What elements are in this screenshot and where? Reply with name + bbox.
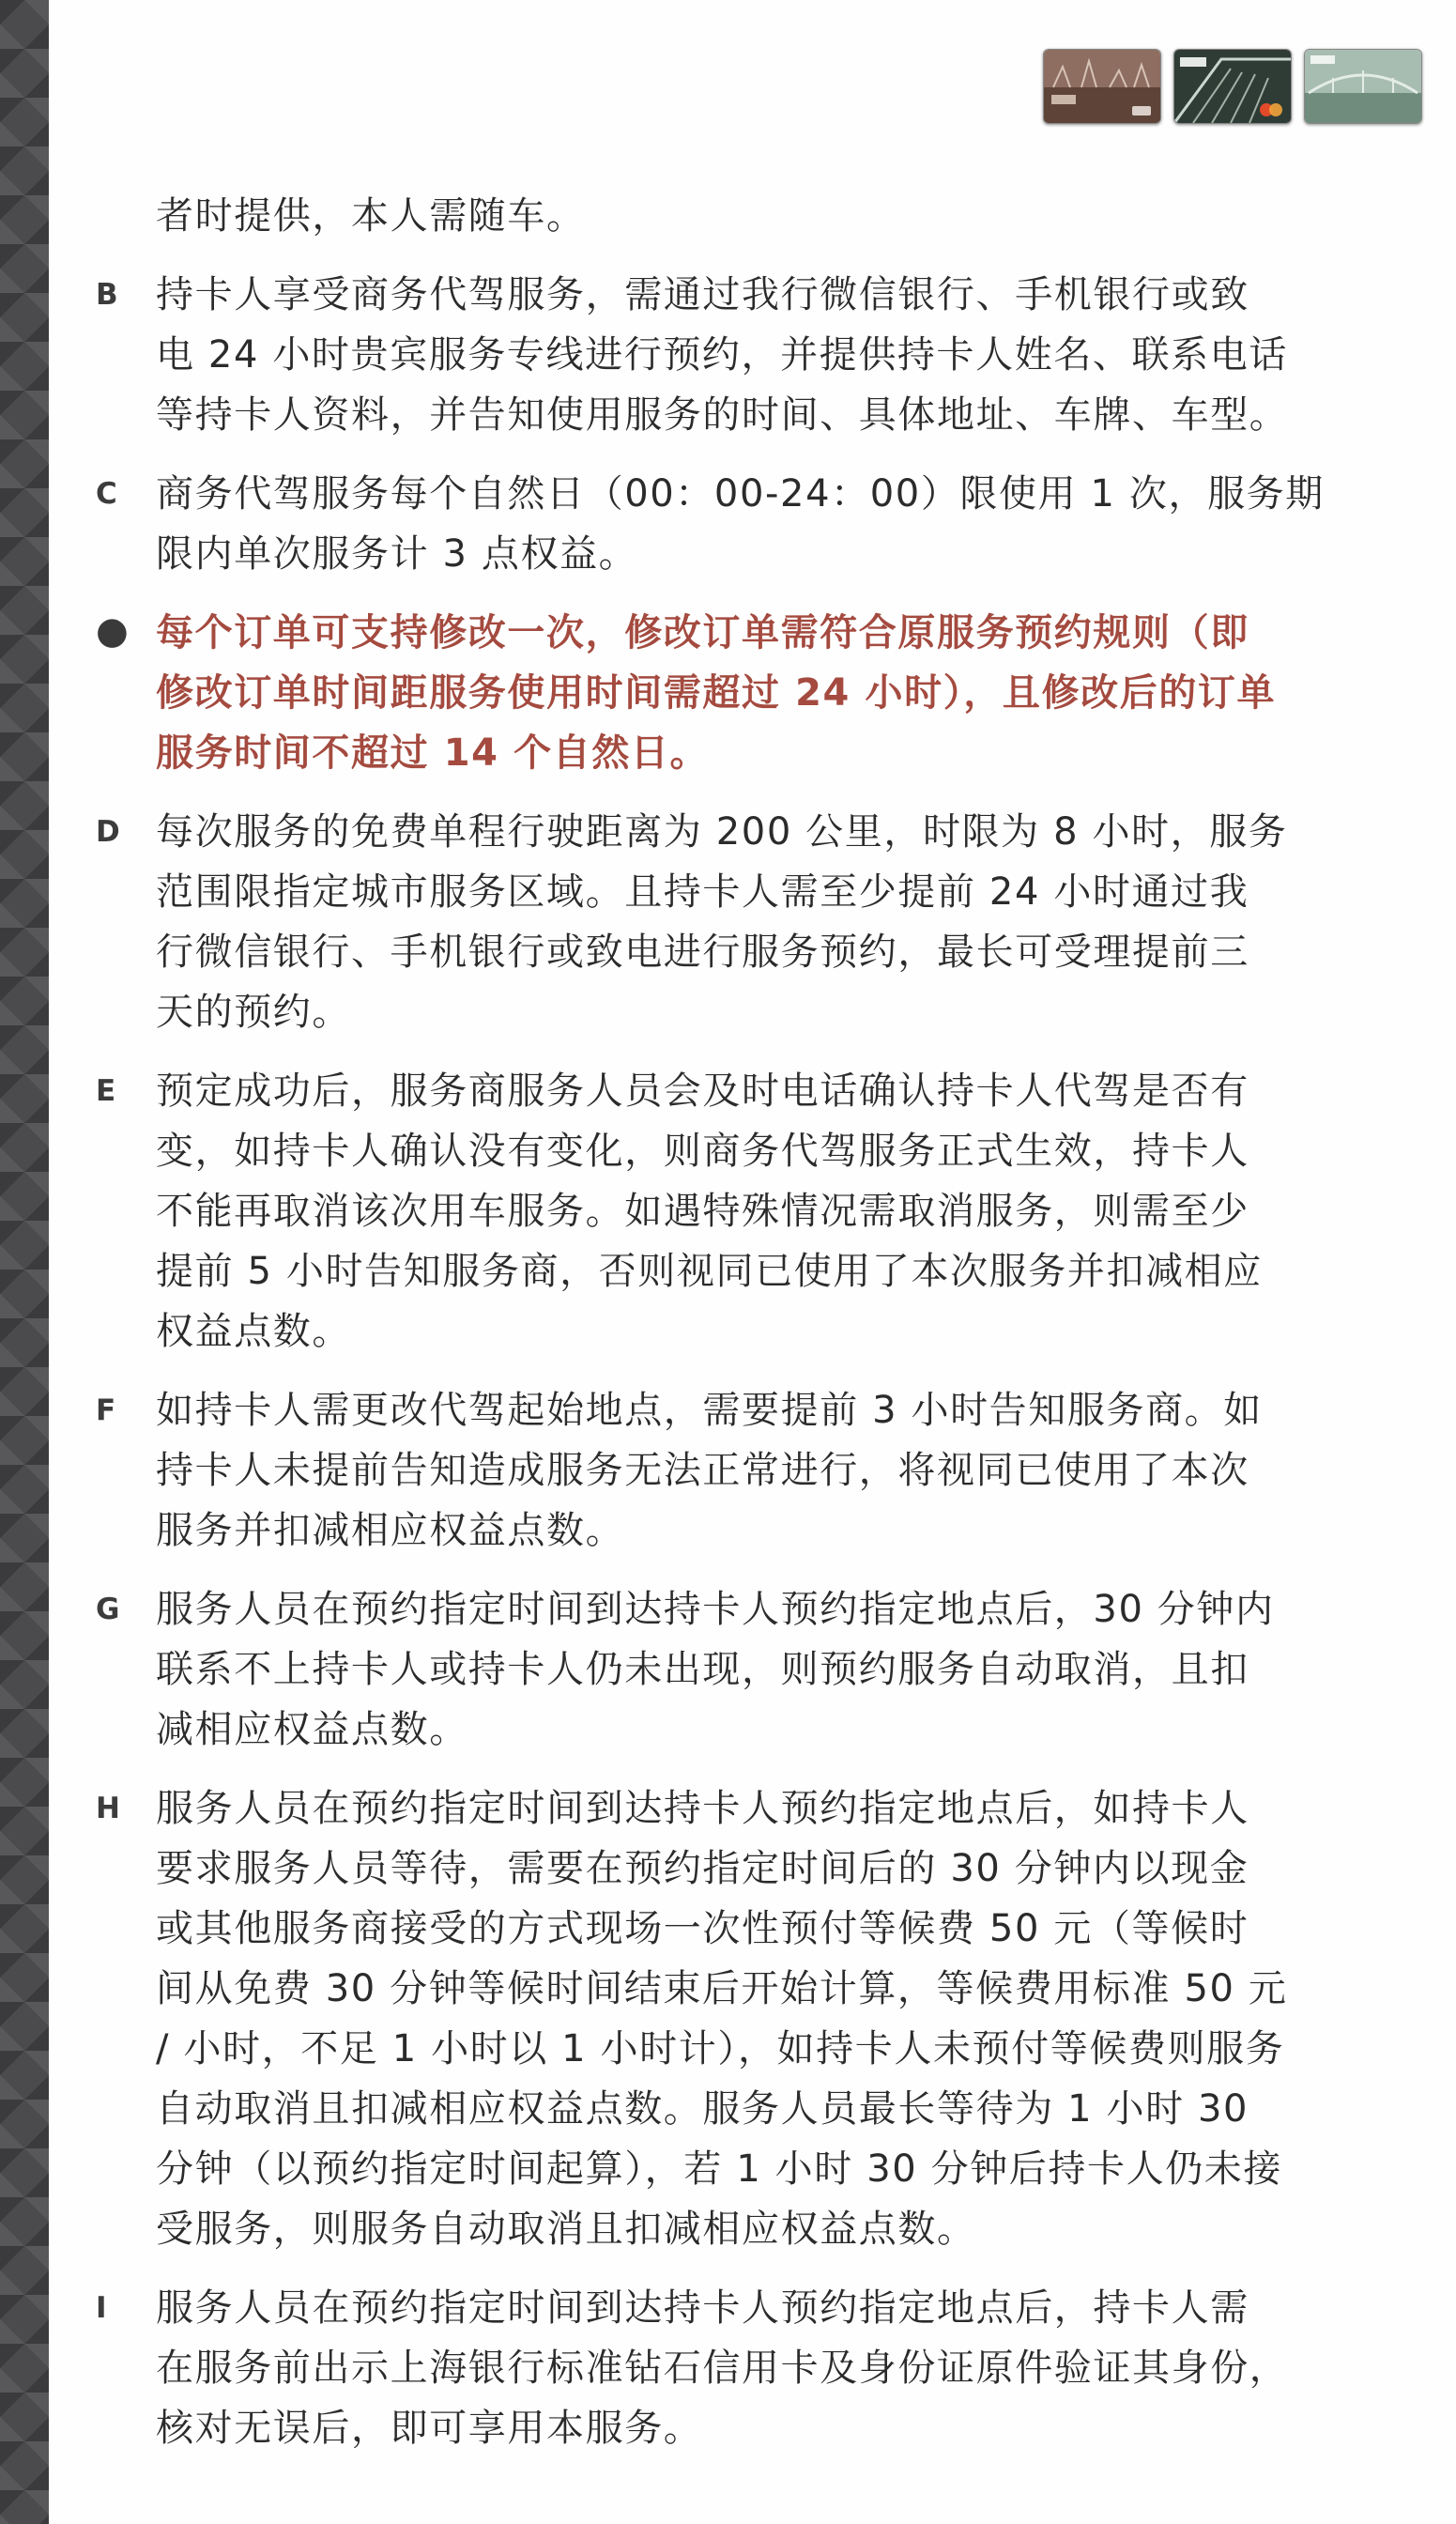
item-marker: H bbox=[96, 1792, 120, 1825]
list-item-f bbox=[96, 1380, 1410, 1561]
card-thumbnails bbox=[1043, 49, 1422, 124]
list-item-d bbox=[96, 802, 1410, 1042]
terms-list bbox=[96, 186, 1410, 2477]
item-text: 如持卡人需更改代驾起始地点，需要提前 3 小时告知服务商。如 持卡人未提前告知造成服务无法正常进行，将视同已使用了本次 服务并扣减相应权益点数。 bbox=[156, 1389, 1263, 1552]
item-marker: I bbox=[96, 2291, 107, 2325]
item-text: 服务人员在预约指定时间到达持卡人预约指定地点后，如持卡人 要求服务人员等待，需要在预约指定时间后的 30 分钟内以现金 或其他服务商接受的方式现场一次性预付等候费 50 元（等候时 间从免费 30 分钟等候时间结束后开始计算，等候费用标准 50 元 / 小时，不足 1 小时以 1 小时计），如持卡人未预付等候费则服务 自动取消且扣减相应权益点数。服务人员最长等待为 1 小时 30 分钟（以预约指定时间起算），若 1 小时 30 分钟后持卡人仍未接 受服务，则服务自动取消且扣减相应权益点数。 bbox=[156, 1787, 1288, 2251]
list-item-c bbox=[96, 464, 1410, 584]
list-item-b bbox=[96, 265, 1410, 445]
card-thumb-2 bbox=[1173, 49, 1292, 124]
item-marker: F bbox=[96, 1393, 116, 1427]
list-item-continuation bbox=[96, 186, 1410, 246]
card-thumb-3 bbox=[1304, 49, 1422, 124]
item-text: 预定成功后，服务商服务人员会及时电话确认持卡人代驾是否有 变，如持卡人确认没有变化，则商务代驾服务正式生效，持卡人 不能再取消该次用车服务。如遇特殊情况需取消服务，则需至少 提前 5 小时告知服务商，否则视同已使用了本次服务并扣减相应 权益点数。 bbox=[156, 1070, 1263, 1353]
item-marker: C bbox=[96, 477, 117, 511]
list-item-e bbox=[96, 1061, 1410, 1362]
card-thumb-1 bbox=[1043, 49, 1161, 124]
list-item-h bbox=[96, 1778, 1410, 2259]
item-marker: B bbox=[96, 278, 118, 312]
item-marker: E bbox=[96, 1074, 116, 1108]
decorative-side-strip bbox=[0, 0, 49, 2524]
item-text: 服务人员在预约指定时间到达持卡人预约指定地点后，持卡人需 在服务前出示上海银行标准钻石信用卡及身份证原件验证其身份， 核对无误后，即可享用本服务。 bbox=[156, 2286, 1289, 2450]
list-item-i bbox=[96, 2278, 1410, 2458]
item-text: 每个订单可支持修改一次，修改订单需符合原服务预约规则（即 修改订单时间距服务使用时间需超过 24 小时），且修改后的订单 服务时间不超过 14 个自然日。 bbox=[156, 611, 1277, 775]
item-text: 者时提供，本人需随车。 bbox=[156, 194, 586, 238]
item-marker: G bbox=[96, 1593, 120, 1626]
item-text: 每次服务的免费单程行驶距离为 200 公里，时限为 8 小时，服务 范围限指定城市服务区域。且持卡人需至少提前 24 小时通过我 行微信银行、手机银行或致电进行服务预约，最长可受理提前三 天的预约。 bbox=[156, 810, 1288, 1034]
bullet-dot-icon: ● bbox=[96, 609, 129, 653]
item-text: 服务人员在预约指定时间到达持卡人预约指定地点后，30 分钟内 联系不上持卡人或持卡人仍未出现，则预约服务自动取消，且扣 减相应权益点数。 bbox=[156, 1588, 1275, 1751]
item-text: 商务代驾服务每个自然日（00：00-24：00）限使用 1 次，服务期 限内单次服务计 3 点权益。 bbox=[156, 472, 1325, 576]
item-text: 持卡人享受商务代驾服务，需通过我行微信银行、手机银行或致 电 24 小时贵宾服务专线进行预约，并提供持卡人姓名、联系电话 等持卡人资料，并告知使用服务的时间、具体地址、车牌、车型。 bbox=[156, 273, 1289, 437]
list-item-g bbox=[96, 1579, 1410, 1760]
list-item-highlight bbox=[96, 603, 1410, 783]
item-marker: D bbox=[96, 815, 120, 849]
